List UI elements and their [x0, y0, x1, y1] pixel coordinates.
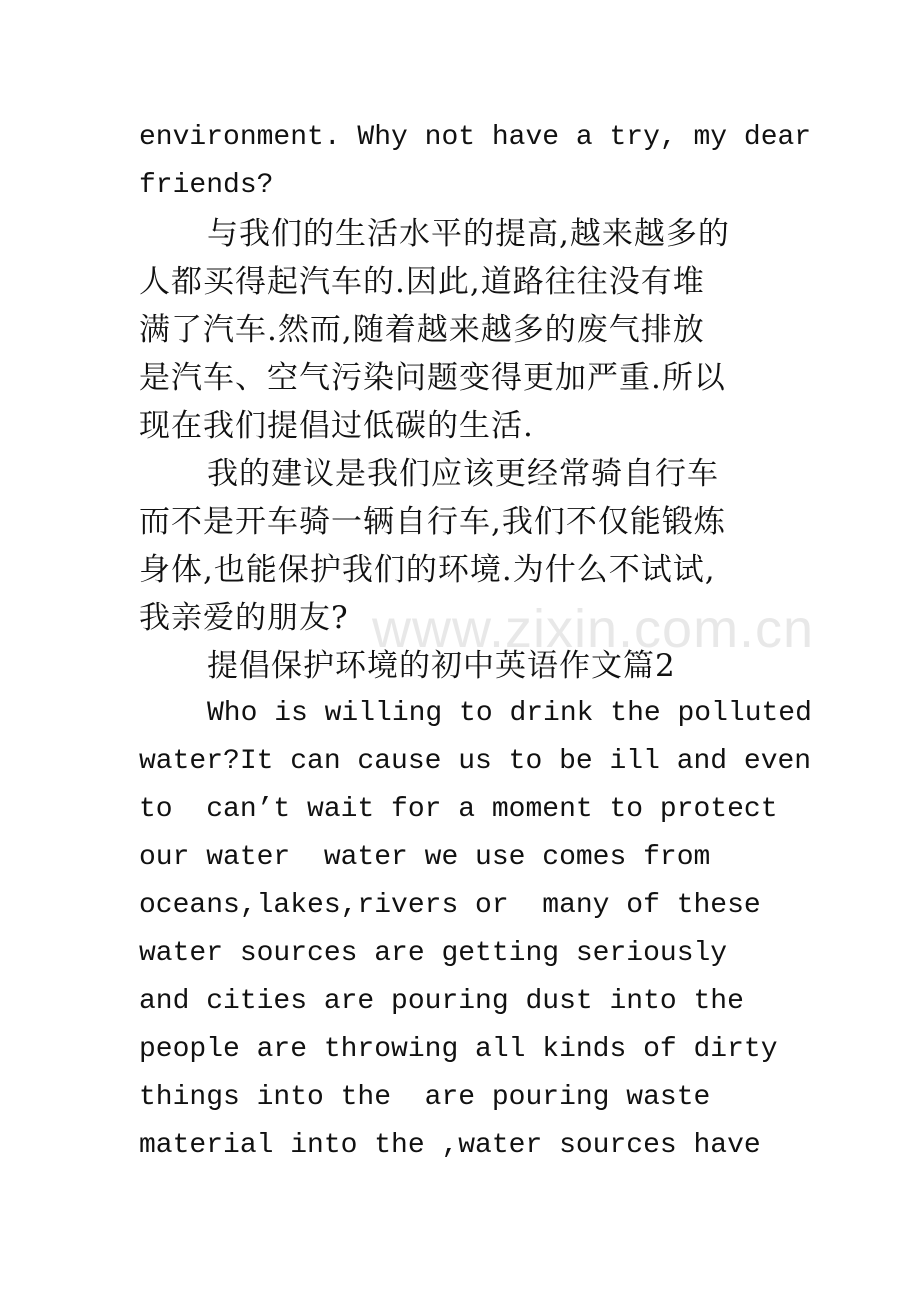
paragraph-1-line-2: 人都买得起汽车的.因此,道路往往没有堆: [139, 264, 705, 300]
essay-line-6: water sources are getting seriously: [139, 938, 728, 969]
essay-line-7: and cities are pouring dust into the: [139, 986, 744, 1017]
paragraph-1-line-4: 是汽车、空气污染问题变得更加严重.所以: [139, 360, 726, 396]
paragraph-1-line-1: 与我们的生活水平的提高,越来越多的: [207, 216, 730, 252]
watermark: www.zixin.com.cn: [372, 599, 815, 659]
paragraph-1-line-5: 现在我们提倡过低碳的生活.: [139, 408, 534, 444]
essay-line-3: to can’t wait for a moment to protect: [139, 794, 778, 825]
paragraph-2-line-1: 我的建议是我们应该更经常骑自行车: [207, 456, 719, 492]
essay-line-1: Who is willing to drink the polluted: [207, 698, 812, 729]
essay-line-8: people are throwing all kinds of dirty: [139, 1034, 778, 1065]
essay-line-5: oceans,lakes,rivers or many of these: [139, 890, 761, 921]
essay-line-2: water?It can cause us to be ill and even: [139, 746, 812, 777]
paragraph-2-line-2: 而不是开车骑一辆自行车,我们不仅能锻炼: [139, 504, 726, 540]
text-line-2: friends?: [139, 170, 274, 201]
essay-line-10: material into the ,water sources have: [139, 1130, 761, 1161]
paragraph-1-line-3: 满了汽车.然而,随着越来越多的废气排放: [139, 312, 705, 348]
essay-line-9: things into the are pouring waste: [139, 1082, 711, 1113]
paragraph-2-line-4: 我亲爱的朋友?: [139, 600, 349, 636]
section-heading: 提倡保护环境的初中英语作文篇2: [207, 648, 676, 684]
essay-line-4: our water water we use comes from: [139, 842, 711, 873]
text-line-1: environment. Why not have a try, my dear: [139, 122, 812, 153]
paragraph-2-line-3: 身体,也能保护我们的环境.为什么不试试,: [139, 552, 716, 588]
